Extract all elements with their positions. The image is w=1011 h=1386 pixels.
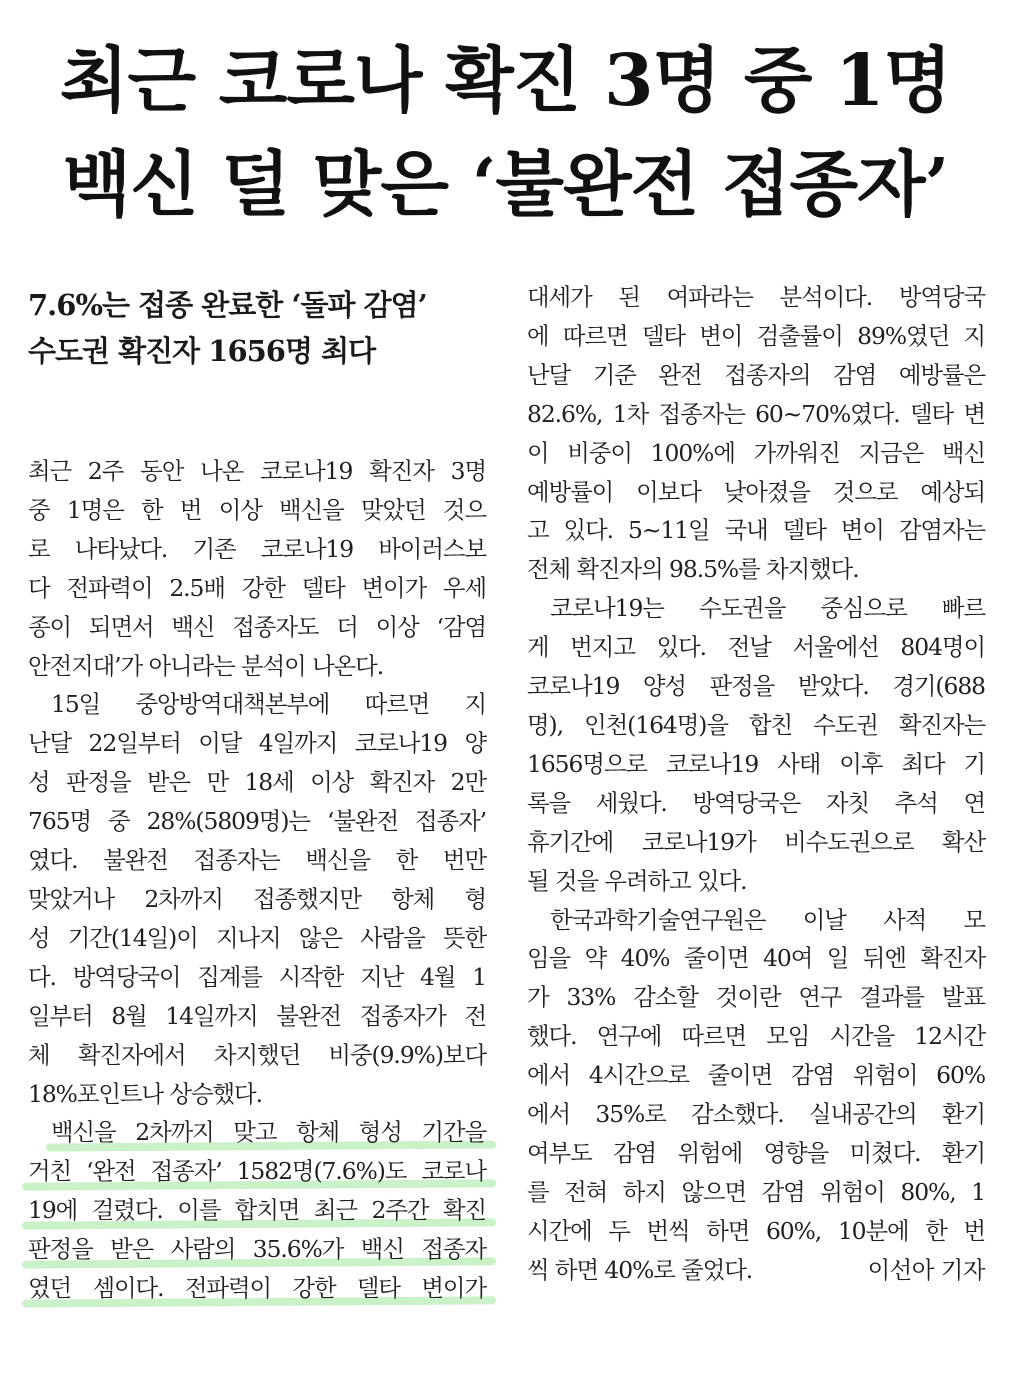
highlighted-line: 판정을 받은 사람의 35.6%가 백신 접종자 xyxy=(28,1230,486,1269)
subheadline xyxy=(28,282,486,374)
text-line: 맞았거나 2차까지 접종했지만 항체 형 xyxy=(28,884,486,913)
text-line: 했다. 연구에 따르면 모임 시간을 12시간 xyxy=(527,1022,985,1051)
text-line: 전체 확진자의 98.5%를 차지했다. xyxy=(527,555,859,584)
text-line: 이 비중이 100%에 가까워진 지금은 백신 xyxy=(527,438,985,467)
text-line: 에 따르면 델타 변이 검출률이 89%였던 지 xyxy=(527,321,985,350)
text-line: 난달 기준 완전 접종자의 감염 예방률은 xyxy=(527,360,985,389)
right-column xyxy=(527,282,985,1290)
text-line: 를 전혀 하지 않으면 감염 위험이 80%, 1 xyxy=(527,1177,985,1206)
text-line: 명), 인천(164명)을 합친 수도권 확진자는 xyxy=(527,710,985,739)
text-line: 대세가 된 여파라는 분석이다. 방역당국 xyxy=(527,283,985,311)
text-line: 로 나타났다. 기존 코로나19 바이러스보 xyxy=(28,534,486,563)
text-line: 게 번지고 있다. 전날 서울에선 804명이 xyxy=(527,633,985,662)
text-line: 예방률이 이보다 낮아졌을 것으로 예상되 xyxy=(527,477,985,506)
text-line: 될 것을 우려하고 있다. xyxy=(527,866,747,895)
headline-line-2: 백신 덜 맞은 ‘불완전 접종자’ xyxy=(62,142,949,226)
highlighted-line: 백신을 2차까지 맞고 항체 형성 기간을 xyxy=(28,1113,486,1152)
text-line: 록을 세웠다. 방역당국은 자칫 추석 연 xyxy=(527,788,985,817)
text-line: 성 판정을 받은 만 18세 이상 확진자 2만 xyxy=(28,768,486,797)
text-line: 한국과학기술연구원은 이날 사적 모 xyxy=(550,905,985,934)
paragraph-delta xyxy=(527,278,985,589)
paragraph-highlighted xyxy=(28,1113,486,1308)
text-line: 코로나19는 수도권을 중심으로 빠르 xyxy=(550,594,985,623)
text-line: 중 1명은 한 번 이상 백신을 맞았던 것으 xyxy=(28,495,486,524)
text-line: 765명 중 28%(5809명)는 ‘불완전 접종자’ xyxy=(28,807,486,836)
text-line: 안전지대’가 아니라는 분석이 나온다. xyxy=(28,651,384,680)
subheadline-line-1: 7.6%는 접종 완료한 ‘돌파 감염’ xyxy=(28,288,427,322)
text-line: 시간에 두 번씩 하면 60%, 10분에 한 번 xyxy=(527,1216,985,1245)
text-line: 임을 약 40% 줄이면 40여 일 뒤엔 확진자 xyxy=(527,944,985,973)
headline xyxy=(0,28,1011,236)
text-line: 1656명으로 코로나19 사태 이후 최다 기 xyxy=(527,749,985,778)
text-line: 였다. 불완전 접종자는 백신을 한 번만 xyxy=(28,846,486,875)
text-line: 여부도 감염 위험에 영향을 미쳤다. 환기 xyxy=(527,1138,985,1167)
text-line: 최근 2주 동안 나온 코로나19 확진자 3명 xyxy=(28,457,486,485)
text-line: 종이 되면서 백신 접종자도 더 이상 ‘감염 xyxy=(28,612,486,641)
last-line-row xyxy=(527,1251,985,1290)
paragraph-statistics xyxy=(28,685,486,1113)
paragraph-capital-area xyxy=(527,589,985,900)
text-line: 고 있다. 5~11일 국내 델타 변이 감염자는 xyxy=(527,516,985,545)
text-line: 코로나19 양성 판정을 받았다. 경기(688 xyxy=(527,672,985,701)
text-line: 일부터 8월 14일까지 불완전 접종자가 전 xyxy=(28,1001,486,1030)
text-line: 82.6%, 1차 접종자는 60~70%였다. 델타 변 xyxy=(527,399,985,428)
text-line: 다. 방역당국이 집계를 시작한 지난 4월 1 xyxy=(28,962,486,991)
text-line: 성 기간(14일)이 지나지 않은 사람을 뜻한 xyxy=(28,923,486,952)
paragraph-research xyxy=(527,901,985,1290)
highlighted-line: 였던 셈이다. 전파력이 강한 델타 변이가 xyxy=(28,1269,486,1308)
highlighted-line: 19에 걸렸다. 이를 합치면 최근 2주간 확진 xyxy=(28,1191,486,1230)
text-line: 에서 4시간으로 줄이면 감염 위험이 60% xyxy=(527,1061,985,1090)
byline: 이선아 기자 xyxy=(867,1255,985,1284)
headline-line-1: 최근 코로나 확진 3명 중 1명 xyxy=(59,38,952,122)
left-column xyxy=(28,282,486,1308)
subheadline-line-2: 수도권 확진자 1656명 최다 xyxy=(28,334,376,368)
text-line: 씩 하면 40%로 줄었다. xyxy=(527,1255,753,1284)
text-line: 휴기간에 코로나19가 비수도권으로 확산 xyxy=(527,827,985,856)
highlighted-line: 거친 ‘완전 접종자’ 1582명(7.6%)도 코로나 xyxy=(28,1152,486,1191)
text-line: 다 전파력이 2.5배 강한 델타 변이가 우세 xyxy=(28,573,486,602)
text-line: 18%포인트나 상승했다. xyxy=(28,1079,262,1108)
text-line: 체 확진자에서 차지했던 비중(9.9%)보다 xyxy=(28,1040,486,1069)
paragraph-intro xyxy=(28,452,486,685)
text-line: 15일 중앙방역대책본부에 따르면 지 xyxy=(51,690,486,719)
text-line: 난달 22일부터 이달 4일까지 코로나19 양 xyxy=(28,729,486,758)
text-line: 가 33% 감소할 것이란 연구 결과를 발표 xyxy=(527,983,985,1012)
text-line: 에서 35%로 감소했다. 실내공간의 환기 xyxy=(527,1100,985,1129)
